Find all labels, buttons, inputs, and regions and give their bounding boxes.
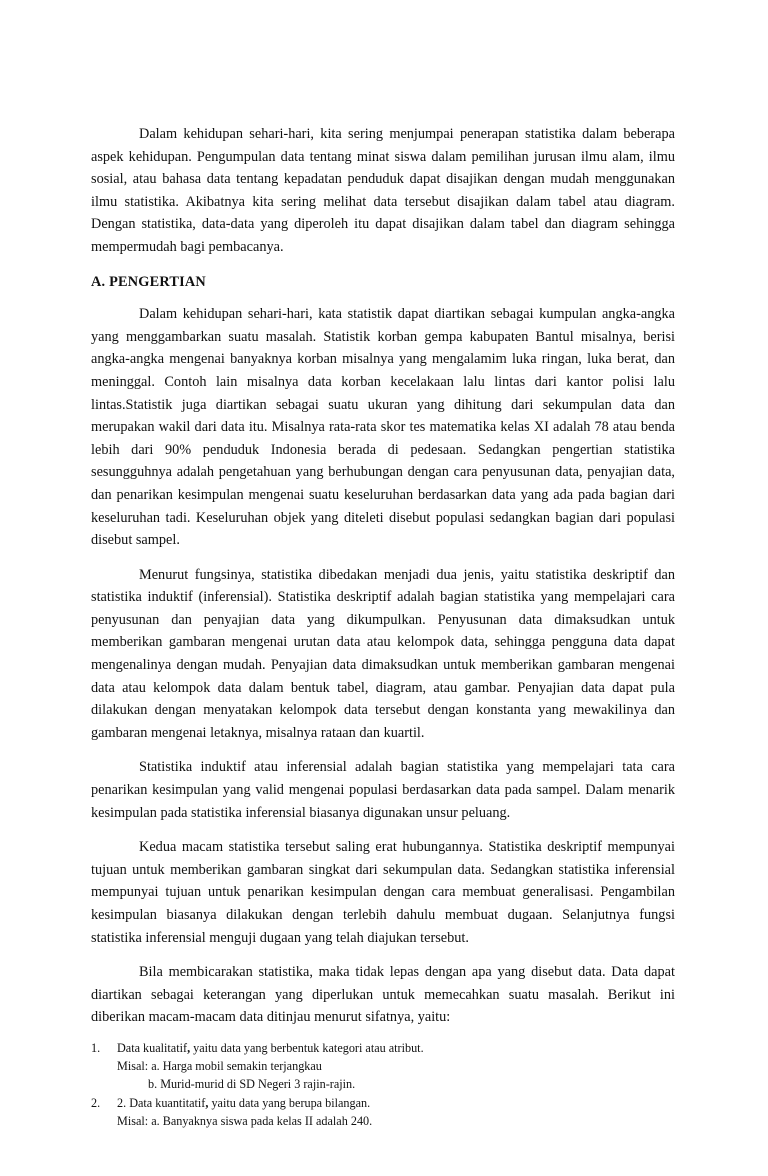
list-item	[91, 1094, 675, 1130]
list-item-title	[117, 1039, 675, 1057]
list-item-title-comma: ,	[187, 1040, 191, 1055]
list-example-b: b. Murid-murid di SD Negeri 3 rajin-rajin.	[148, 1077, 356, 1092]
body-paragraph-1: Dalam kehidupan sehari-hari, kata statistik dapat diartikan sebagai kumpulan angka-angka yang menggambarkan suatu masalah. Statistik korban gempa kabupaten Bantul misalnya, berisi angka-angka mengenai banyaknya korban misalnya yang mengalamim luka ringan, luka berat, dan meninggal. Contoh lain misalnya data korban kecelakaan lalu lintas dari kantor polisi lalu lintas.Statistik juga diartikan sebagai suatu ukuran yang dihitung dari sekumpulan data dan merupakan wakil dari data itu. Misalnya rata-rata skor tes matematika kelas XI adalah 78 atau benda lebih dari 90% penduduk Indonesia berada di pedesaan. Sedangkan pengertian statistika sesungguhnya adalah pengetahuan yang berhubungan dengan cara penyusunan data, penyajian data, dan penarikan kesimpulan mengenai suatu keseluruhan berdasarkan data yang ada pada bagian dari keseluruhan tadi. Keseluruhan objek yang diteleti disebut populasi sedangkan bagian dari populasi disebut sampel.	[91, 306, 675, 549]
list-item-title-rest: yaitu data yang berupa bilangan.	[208, 1095, 371, 1110]
intro-paragraph: Dalam kehidupan sehari-hari, kita sering menjumpai penerapan statistika dalam beberapa aspek kehidupan. Pengumpulan data tentang minat siswa dalam pemilihan jurusan ilmu alam, ilmu sosial, atau bahasa data tentang kepadatan penduduk dapat disajikan dengan mudah menggunakan ilmu statistika. Akibatnya kita sering melihat data tersebut disajikan dalam tabel atau diagram. Dengan statistika, data-data yang diperoleh itu dapat disajikan dalam tabel dan diagram sehingga mempermudah bagi pembacanya.	[91, 126, 675, 255]
list-item-title-rest: yaitu data yang berbentuk kategori atau atribut.	[190, 1040, 424, 1055]
list-item-title-comma: ,	[205, 1095, 209, 1110]
body-paragraph-3: Statistika induktif atau inferensial adalah bagian statistika yang mempelajari tata cara penarikan kesimpulan yang valid mengenai populasi berdasarkan data pada sampel. Dalam menarik kesimpulan pada statistika inferensial biasanya digunakan unsur peluang.	[91, 759, 675, 821]
list-number: 1.	[91, 1040, 101, 1055]
list-item-title-start: 2. Data kuantitatif	[117, 1095, 206, 1110]
list-item	[91, 1039, 675, 1094]
list-example-a: Misal: a. Harga mobil semakin terjangkau	[117, 1059, 322, 1074]
body-paragraph-4: Kedua macam statistika tersebut saling erat hubungannya. Statistika deskriptif mempunyai tujuan untuk memberikan gambaran singkat dari sekumpulan data. Sedangkan statistika inferensial mempunyai tujuan untuk penarikan kesimpulan dengan cara membuat generalisasi. Pengambilan kesimpulan biasanya dilakukan dengan terlebih dahulu membuat dugaan. Selanjutnya fungsi statistika inferensial menguji dugaan yang telah diajukan tersebut.	[91, 839, 675, 946]
document-page	[91, 123, 675, 1130]
body-paragraph-5: Bila membicarakan statistika, maka tidak lepas dengan apa yang disebut data. Data dapat diartikan sebagai keterangan yang diperlukan untuk memecahkan suatu masalah. Berikut ini diberikan macam-macam data ditinjau menurut sifatnya, yaitu:	[91, 964, 675, 1026]
list-item-title-start: Data kualitatif	[117, 1040, 188, 1055]
data-types-list	[91, 1039, 675, 1130]
list-number: 2.	[91, 1095, 101, 1110]
section-heading: A. PENGERTIAN	[91, 273, 206, 290]
list-item-title	[117, 1094, 675, 1112]
list-example-a: Misal: a. Banyaknya siswa pada kelas II adalah 240.	[117, 1113, 373, 1128]
body-paragraph-2: Menurut fungsinya, statistika dibedakan menjadi dua jenis, yaitu statistika deskriptif dan statistika induktif (inferensial). Statistika deskriptif adalah bagian statistika yang mempelajari cara penyusunan dan penyajian data yang dikumpulkan. Penyusunan data dimaksudkan untuk memberikan gambaran mengenai urutan data atau kelompok data, sehingga pengguna data dapat mengenalinya dengan mudah. Penyajian data dimaksudkan untuk memberikan gambaran mengenai data atau kelompok data dalam bentuk tabel, diagram, atau gambar. Penyajian data dapat pula dilakukan dengan menyatakan kelompok data tersebut dengan konstanta yang mewakilinya dan gambaran mengenai letaknya, misalnya rataan dan kuartil.	[91, 566, 675, 741]
